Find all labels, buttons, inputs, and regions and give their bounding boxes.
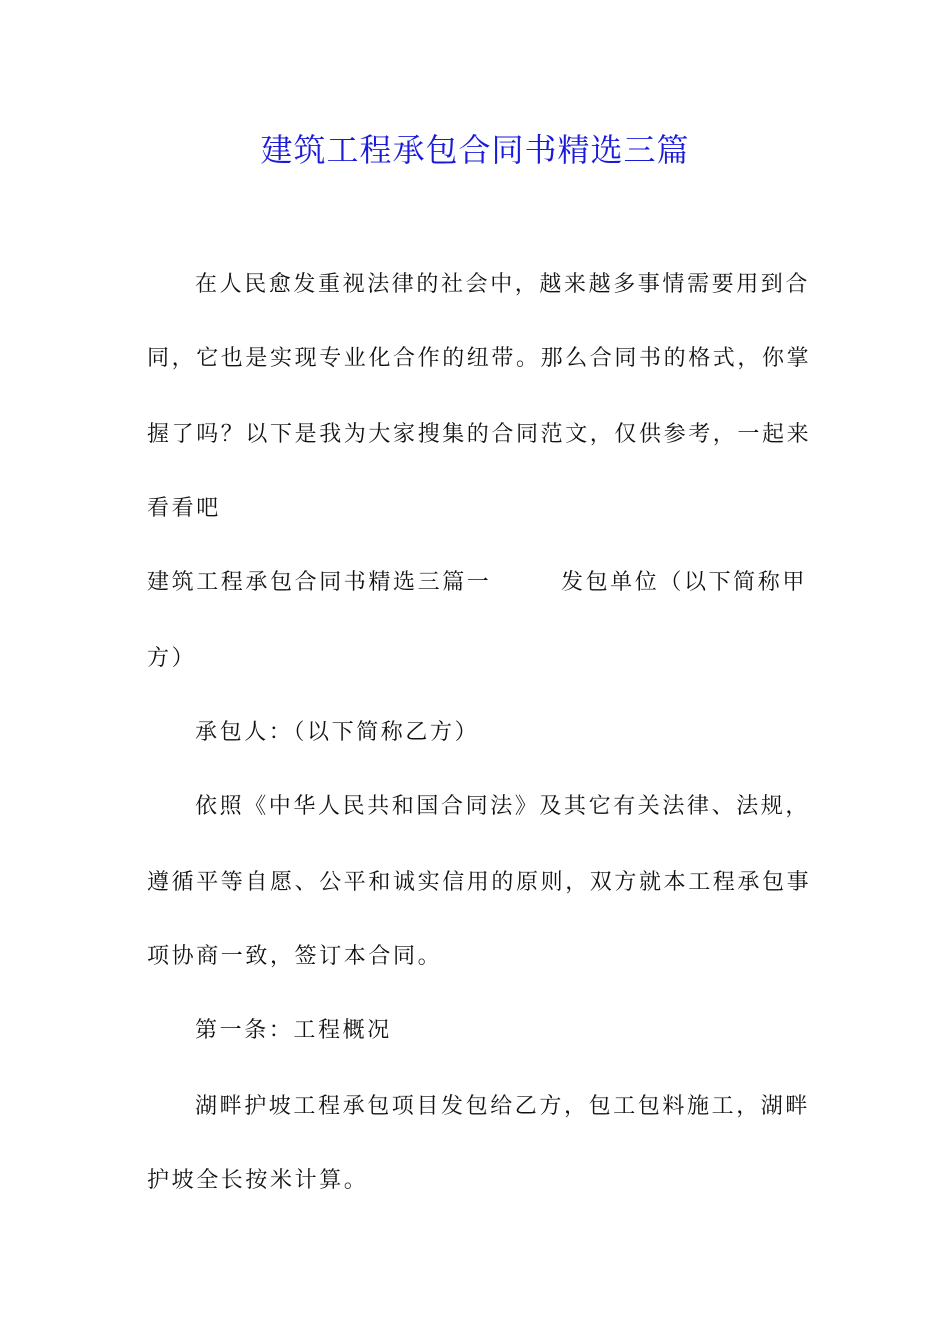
employer-label-continued: 方） <box>147 646 197 671</box>
intro-line-4: 看看吧 <box>147 496 221 521</box>
basis-line-2: 遵循平等自愿、公平和诚实信用的原则，双方就本工程承包事 <box>147 870 812 895</box>
basis-line-3: 项协商一致，签订本合同。 <box>147 944 443 969</box>
document-title: 建筑工程承包合同书精选三篇 <box>260 131 690 169</box>
section-heading: 建筑工程承包合同书精选三篇一 <box>147 570 492 595</box>
article-1-heading: 第一条：工程概况 <box>195 1018 392 1043</box>
section-heading-row <box>147 568 807 598</box>
intro-line-1: 在人民愈发重视法律的社会中，越来越多事情需要用到合 <box>195 272 811 297</box>
employer-label: 发包单位（以下简称甲 <box>560 570 807 595</box>
basis-line-1: 依照《中华人民共和国合同法》及其它有关法律、法规， <box>195 794 811 819</box>
article-1-line-2: 护坡全长按米计算。 <box>147 1168 369 1193</box>
article-1-line-1: 湖畔护坡工程承包项目发包给乙方，包工包料施工，湖畔 <box>195 1094 811 1119</box>
intro-line-2: 同，它也是实现专业化合作的纽带。那么合同书的格式，你掌 <box>147 346 812 371</box>
contractor-label: 承包人：（以下简称乙方） <box>195 720 480 745</box>
intro-line-3: 握了吗？以下是我为大家搜集的合同范文，仅供参考，一起来 <box>147 422 812 447</box>
